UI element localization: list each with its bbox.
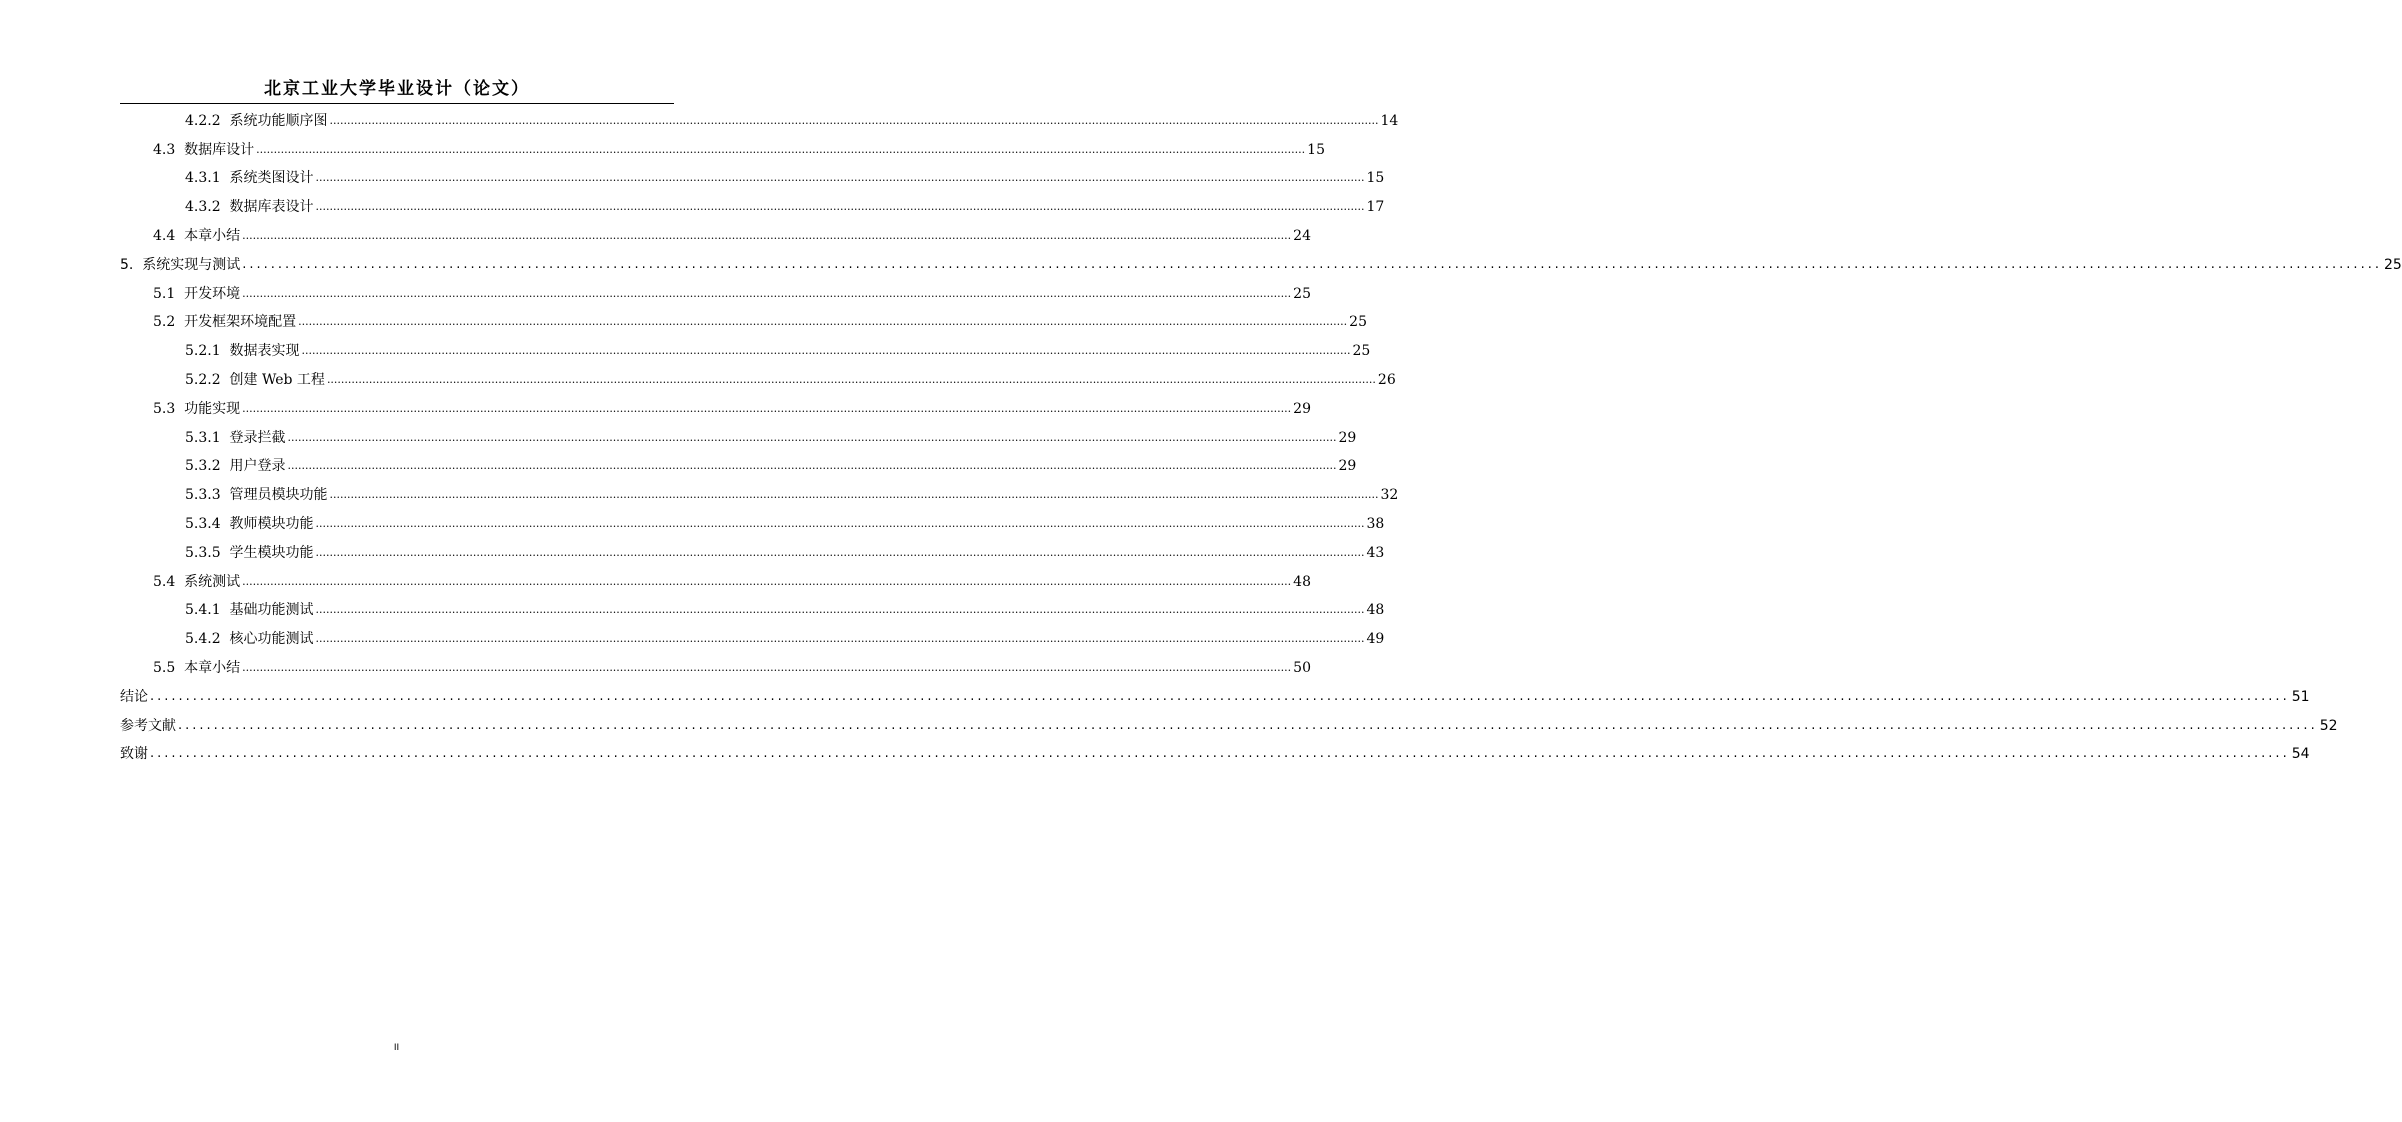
toc-entry[interactable]	[120, 420, 1357, 449]
toc-dot-leader: ............................................................................................................................................................................................................................................................................................................	[178, 717, 2318, 733]
toc-entry-gap	[221, 486, 230, 504]
toc-entry-label: 学生模块功能	[229, 544, 314, 561]
toc-dot-leader: ............................................................................................................................................................................................................................................................................................................	[287, 430, 1337, 444]
toc-entry[interactable]	[120, 593, 1385, 622]
toc-entry-label: 管理员模块功能	[229, 487, 328, 504]
toc-entry-page: 38	[1366, 515, 1385, 532]
toc-entry-label: 参考文献	[120, 717, 176, 734]
toc-entry-page: 17	[1366, 199, 1385, 216]
toc-entry-number: 5.3.5	[185, 544, 221, 561]
toc-dot-leader: ............................................................................................................................................................................................................................................................................................................	[242, 286, 1292, 300]
toc-entry-number: 5.2.2	[185, 371, 221, 388]
toc-entry-number: 4.3.2	[185, 199, 221, 216]
toc-entry-page: 48	[1366, 602, 1385, 619]
toc-entry[interactable]	[120, 506, 1385, 535]
toc-entry-number: 5.3.3	[185, 487, 221, 504]
toc-entry-number: 5.3	[153, 400, 176, 417]
toc-entry-gap	[221, 601, 230, 619]
toc-entry-number: 4.4	[153, 227, 176, 244]
toc-entry-label: 致谢	[120, 746, 148, 763]
toc-entry-page: 52	[2319, 717, 2338, 734]
toc-entry[interactable]	[120, 391, 1311, 420]
toc-entry-gap	[221, 457, 230, 475]
toc-entry-gap	[221, 429, 230, 447]
toc-entry-page: 25	[1349, 314, 1367, 331]
page-number: II	[393, 1043, 400, 1053]
toc-entry-page: 50	[1293, 659, 1311, 676]
toc-entry-number: 5.1	[153, 285, 176, 302]
toc-entry-number: 5.3.2	[185, 458, 221, 475]
toc-entry-page: 43	[1366, 544, 1385, 561]
toc-dot-leader: ............................................................................................................................................................................................................................................................................................................	[150, 688, 2290, 704]
table-of-contents	[120, 103, 2402, 765]
toc-entry-number: 5.5	[153, 659, 176, 676]
toc-entry-number: 5.3.4	[185, 515, 221, 532]
toc-entry[interactable]	[120, 737, 2310, 766]
toc-entry[interactable]	[120, 564, 1311, 593]
toc-entry-gap	[221, 630, 230, 648]
toc-dot-leader: ............................................................................................................................................................................................................................................................................................................	[329, 113, 1379, 127]
toc-entry-gap	[175, 400, 184, 418]
toc-entry[interactable]	[120, 161, 1385, 190]
toc-entry[interactable]	[120, 477, 1399, 506]
toc-dot-leader: ............................................................................................................................................................................................................................................................................................................	[242, 660, 1292, 674]
toc-entry-label: 核心功能测试	[229, 631, 314, 648]
toc-entry-number: 4.2.2	[185, 112, 221, 129]
toc-entry[interactable]	[120, 276, 1311, 305]
toc-entry[interactable]	[120, 535, 1385, 564]
toc-entry-page: 15	[1307, 141, 1325, 158]
page-header-title: 北京工业大学毕业设计（论文）	[264, 79, 530, 99]
toc-dot-leader: ............................................................................................................................................................................................................................................................................................................	[242, 401, 1292, 415]
toc-entry-number: 5.3.1	[185, 429, 221, 446]
toc-entry-number: 5.	[120, 256, 134, 273]
toc-entry-page: 49	[1366, 631, 1385, 648]
toc-entry-page: 32	[1380, 487, 1399, 504]
toc-entry-number: 4.3	[153, 141, 176, 158]
toc-dot-leader: ............................................................................................................................................................................................................................................................................................................	[315, 632, 1365, 646]
toc-entry-label: 数据库设计	[184, 141, 255, 158]
toc-entry-page: 24	[1293, 227, 1311, 244]
toc-entry-label: 系统功能顺序图	[229, 112, 328, 129]
toc-dot-leader: ............................................................................................................................................................................................................................................................................................................	[242, 574, 1292, 588]
toc-entry[interactable]	[120, 189, 1385, 218]
toc-dot-leader: ............................................................................................................................................................................................................................................................................................................	[298, 315, 1348, 329]
toc-entry[interactable]	[120, 103, 1399, 132]
toc-entry-label: 基础功能测试	[229, 602, 314, 619]
toc-entry[interactable]	[120, 305, 1367, 334]
toc-entry-gap	[221, 371, 230, 389]
toc-entry-page: 54	[2291, 746, 2310, 763]
toc-entry[interactable]	[120, 247, 2402, 276]
toc-entry-page: 29	[1338, 429, 1357, 446]
toc-dot-leader: ............................................................................................................................................................................................................................................................................................................	[326, 372, 1376, 386]
toc-entry-page: 26	[1377, 371, 1396, 388]
toc-entry-number: 5.2	[153, 314, 176, 331]
toc-entry[interactable]	[120, 679, 2310, 708]
toc-dot-leader: ............................................................................................................................................................................................................................................................................................................	[315, 603, 1365, 617]
toc-entry-page: 25	[1352, 343, 1371, 360]
toc-entry-gap	[133, 256, 142, 274]
toc-entry-label: 系统测试	[184, 573, 241, 590]
toc-entry-label: 用户登录	[229, 458, 286, 475]
toc-entry-number: 5.2.1	[185, 343, 221, 360]
toc-entry-page: 15	[1366, 170, 1385, 187]
toc-entry-gap	[175, 573, 184, 591]
toc-entry-page: 29	[1293, 400, 1311, 417]
toc-entry-page: 48	[1293, 573, 1311, 590]
toc-dot-leader: ............................................................................................................................................................................................................................................................................................................	[315, 171, 1365, 185]
toc-entry[interactable]	[120, 449, 1357, 478]
toc-entry[interactable]	[120, 218, 1311, 247]
toc-entry-gap	[175, 659, 184, 677]
toc-dot-leader: ............................................................................................................................................................................................................................................................................................................	[150, 746, 2290, 762]
toc-entry-gap	[221, 515, 230, 533]
toc-entry-number: 5.4.1	[185, 602, 221, 619]
toc-entry-label: 登录拦截	[229, 429, 286, 446]
toc-dot-leader: ............................................................................................................................................................................................................................................................................................................	[329, 488, 1379, 502]
toc-entry-label: 教师模块功能	[229, 515, 314, 532]
toc-entry-label: 系统实现与测试	[142, 256, 241, 273]
toc-entry-gap	[221, 544, 230, 562]
toc-entry-gap	[221, 112, 230, 130]
toc-entry[interactable]	[120, 362, 1396, 391]
toc-entry-label: 功能实现	[184, 400, 241, 417]
toc-entry[interactable]	[120, 650, 1311, 679]
toc-entry-label: 数据表实现	[229, 343, 300, 360]
toc-dot-leader: ............................................................................................................................................................................................................................................................................................................	[287, 459, 1337, 473]
toc-entry-number: 5.4.2	[185, 631, 221, 648]
toc-entry[interactable]	[120, 621, 1385, 650]
toc-entry-label: 系统类图设计	[229, 170, 314, 187]
toc-entry-label: 开发环境	[184, 285, 241, 302]
toc-dot-leader: ............................................................................................................................................................................................................................................................................................................	[256, 142, 1306, 156]
toc-entry-gap	[175, 285, 184, 303]
toc-dot-leader: ............................................................................................................................................................................................................................................................................................................	[315, 516, 1365, 530]
toc-entry-gap	[175, 313, 184, 331]
toc-dot-leader: ............................................................................................................................................................................................................................................................................................................	[301, 344, 1351, 358]
toc-entry-gap	[221, 198, 230, 216]
toc-entry-label: 创建 Web 工程	[229, 371, 325, 388]
toc-entry-number: 5.4	[153, 573, 176, 590]
toc-entry-page: 14	[1380, 112, 1399, 129]
toc-dot-leader: ............................................................................................................................................................................................................................................................................................................	[242, 256, 2382, 272]
toc-entry-page: 25	[1293, 285, 1311, 302]
toc-entry[interactable]	[120, 708, 2338, 737]
toc-entry-gap	[175, 141, 184, 159]
toc-dot-leader: ............................................................................................................................................................................................................................................................................................................	[315, 545, 1365, 559]
toc-entry-page: 25	[2383, 256, 2402, 273]
toc-entry-page: 51	[2291, 688, 2310, 705]
toc-entry-label: 数据库表设计	[229, 199, 314, 216]
toc-entry-label: 本章小结	[184, 227, 241, 244]
toc-dot-leader: ............................................................................................................................................................................................................................................................................................................	[315, 200, 1365, 214]
toc-entry-gap	[221, 342, 230, 360]
toc-entry[interactable]	[120, 132, 1325, 161]
toc-entry-gap	[175, 227, 184, 245]
toc-entry-gap	[221, 169, 230, 187]
toc-dot-leader: ............................................................................................................................................................................................................................................................................................................	[242, 228, 1292, 242]
toc-entry-label: 结论	[120, 688, 148, 705]
toc-entry-number: 4.3.1	[185, 170, 221, 187]
toc-entry-page: 29	[1338, 458, 1357, 475]
toc-entry-label: 本章小结	[184, 659, 241, 676]
toc-entry-label: 开发框架环境配置	[184, 314, 297, 331]
toc-entry[interactable]	[120, 333, 1371, 362]
